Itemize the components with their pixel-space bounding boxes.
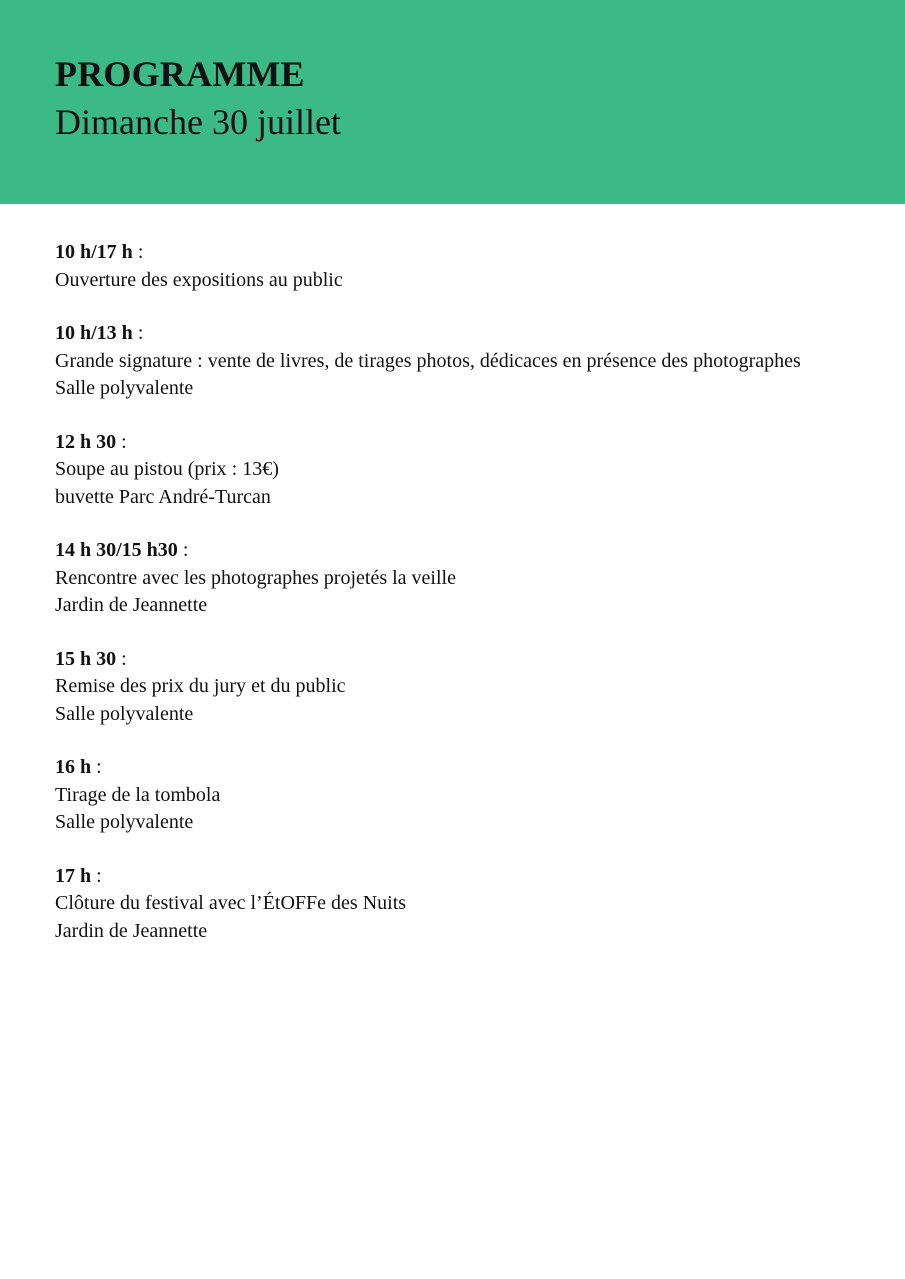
event-description: Clôture du festival avec l’ÉtOFFe des Nuits	[55, 892, 407, 914]
event-time: 15 h 30	[55, 647, 117, 670]
event-description: Grande signature : vente de livres, de tirages photos, dédicaces en présence des photographes	[55, 349, 801, 372]
event-separator: :	[177, 539, 189, 561]
event-time-line	[55, 320, 885, 348]
program-event	[55, 320, 885, 403]
event-location: Salle polyvalente	[55, 702, 194, 725]
program-event	[55, 646, 885, 729]
page-subtitle: Dimanche 30 juillet	[55, 102, 341, 142]
event-description: Remise des prix du jury et du public	[55, 675, 346, 697]
program-list	[55, 239, 885, 971]
header-banner	[0, 0, 905, 204]
event-time: 10 h/13 h	[55, 322, 133, 344]
program-event	[55, 537, 885, 620]
event-location: Jardin de Jeannette	[55, 594, 208, 616]
event-time: 17 h	[55, 864, 92, 887]
event-location: Salle polyvalente	[55, 811, 194, 833]
event-time-line	[55, 754, 885, 782]
event-description: Rencontre avec les photographes projetés la veille	[55, 566, 456, 589]
event-location: Salle polyvalente	[55, 377, 194, 399]
event-location: Jardin de Jeannette	[55, 919, 208, 942]
event-time: 10 h/17 h	[55, 241, 133, 263]
event-separator: :	[116, 647, 127, 670]
event-time: 16 h	[55, 756, 92, 778]
event-time-line	[55, 646, 885, 674]
event-time-line	[55, 537, 885, 565]
event-separator: :	[91, 756, 102, 778]
event-time: 12 h 30	[55, 430, 117, 453]
program-event	[55, 239, 885, 294]
event-time-line	[55, 239, 885, 267]
program-event	[55, 429, 885, 512]
event-description: Tirage de la tombola	[55, 783, 221, 806]
event-time-line	[55, 863, 885, 891]
event-time: 14 h 30/15 h30	[55, 539, 178, 561]
event-location: buvette Parc André-Turcan	[55, 485, 271, 508]
event-description: Ouverture des expositions au public	[55, 268, 343, 291]
event-time-line	[55, 429, 885, 457]
event-separator: :	[91, 864, 102, 887]
page-title: PROGRAMME	[55, 54, 305, 94]
event-separator: :	[132, 322, 144, 344]
event-separator: :	[132, 241, 144, 263]
program-event	[55, 754, 885, 837]
program-event	[55, 863, 885, 946]
event-description: Soupe au pistou (prix : 13€)	[55, 458, 279, 480]
event-separator: :	[116, 430, 127, 453]
